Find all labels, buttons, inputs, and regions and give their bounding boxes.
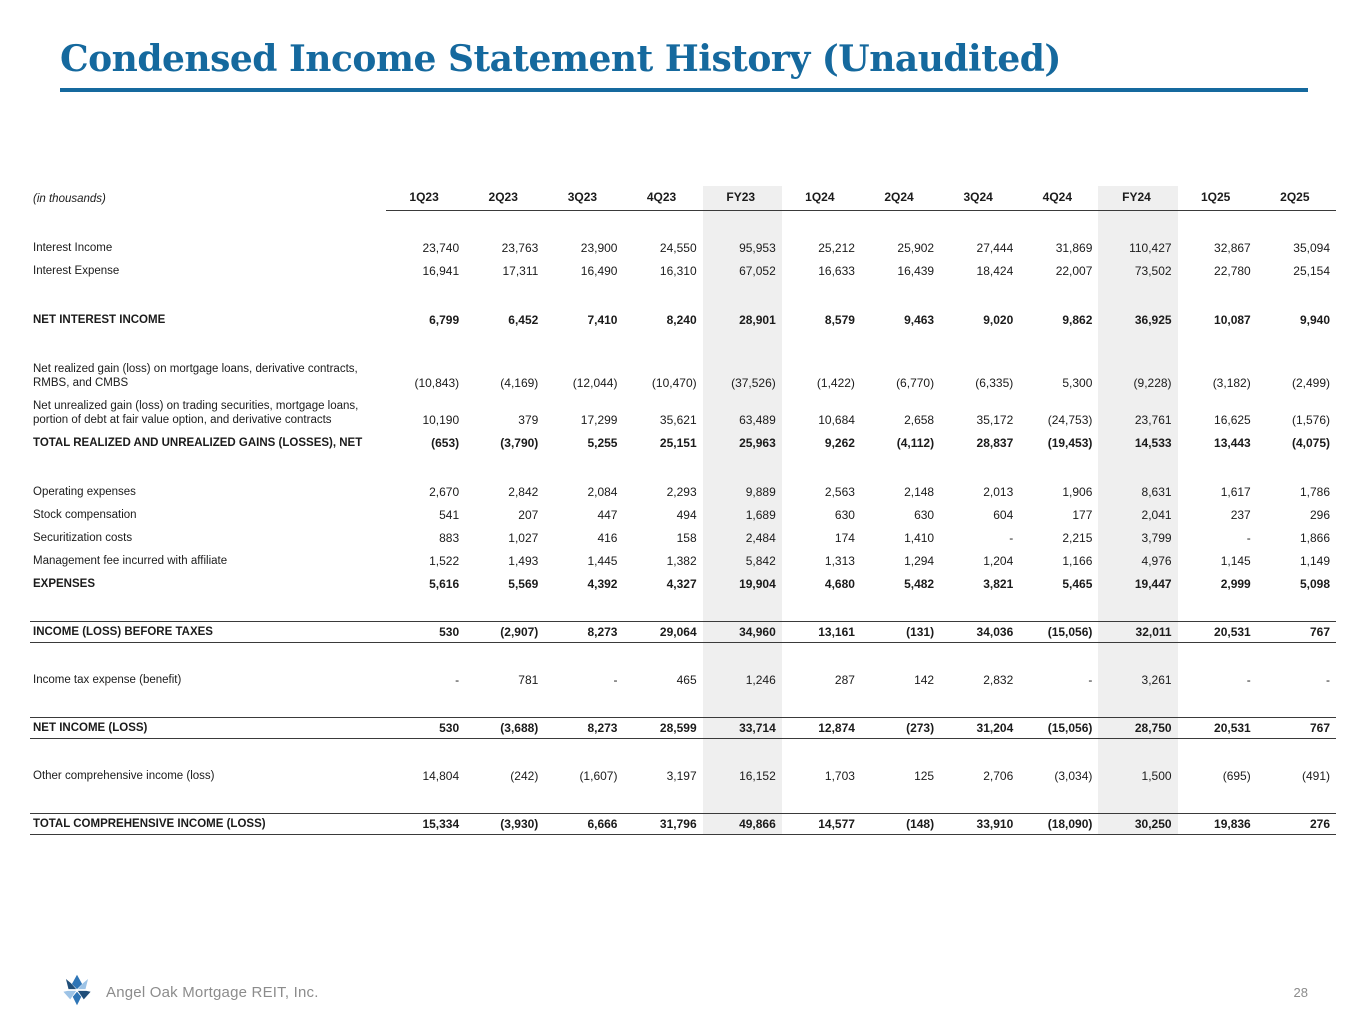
- table-row: [30, 765, 1336, 788]
- value-cell: 14,533: [1098, 432, 1177, 455]
- table-body: [30, 211, 1336, 835]
- value-cell: 2,484: [703, 527, 782, 550]
- value-cell: 4,327: [666, 576, 697, 591]
- value-cell: 8,273: [544, 622, 623, 643]
- value-cell: 25,963: [703, 432, 782, 455]
- value-cell: 28,837: [976, 435, 1014, 450]
- value-cell: 8,631: [1098, 481, 1177, 504]
- value-cell: 3,197: [666, 768, 697, 783]
- value-cell: 2,658: [904, 412, 935, 427]
- value-cell: 110,427: [1098, 237, 1177, 260]
- value-cell: 2,293: [666, 484, 697, 499]
- value-cell: 10,087: [1214, 312, 1251, 327]
- spacer-row: [30, 455, 1336, 481]
- value-cell: 1,703: [824, 768, 855, 783]
- table-row: [30, 481, 1336, 504]
- value-cell: 32,011: [1098, 622, 1177, 643]
- spacer-row: [30, 332, 1336, 358]
- row-label: Other comprehensive income (loss): [33, 769, 215, 782]
- value-cell: 24,550: [659, 240, 697, 255]
- value-cell: 18,424: [976, 263, 1014, 278]
- value-cell: 1,246: [703, 669, 782, 692]
- value-cell: 767: [1257, 622, 1336, 643]
- value-cell: 9,862: [1062, 312, 1093, 327]
- table-row: [30, 550, 1336, 573]
- value-cell: 35,172: [976, 412, 1014, 427]
- value-cell: (2,907): [465, 622, 544, 643]
- value-cell: 2,999: [1220, 576, 1251, 591]
- value-cell: 63,489: [703, 395, 782, 432]
- value-cell: 16,941: [422, 263, 460, 278]
- column-header-2q24: 2Q24: [861, 186, 940, 211]
- column-header-fy24: FY24: [1098, 186, 1177, 211]
- value-cell: 177: [1072, 507, 1093, 522]
- value-cell: 22,007: [1055, 263, 1093, 278]
- value-cell: 6,452: [508, 312, 539, 327]
- header-row: [30, 186, 1336, 211]
- value-cell: 25,212: [818, 240, 855, 255]
- value-cell: 33,910: [940, 814, 1019, 835]
- value-cell: 4,976: [1098, 550, 1177, 573]
- value-cell: -: [1326, 672, 1330, 687]
- value-cell: 49,866: [703, 814, 782, 835]
- value-cell: 5,300: [1062, 375, 1093, 390]
- row-label: Management fee incurred with affiliate: [33, 554, 228, 567]
- value-cell: 19,447: [1098, 573, 1177, 596]
- value-cell: (1,607): [579, 768, 618, 783]
- value-cell: 34,960: [703, 622, 782, 643]
- value-cell: 2,670: [429, 484, 460, 499]
- column-header-3q23: 3Q23: [544, 186, 623, 211]
- value-cell: (242): [510, 768, 539, 783]
- value-cell: 287: [834, 672, 855, 687]
- value-cell: 767: [1257, 718, 1336, 739]
- value-cell: 28,599: [623, 718, 702, 739]
- spacer-row: [30, 283, 1336, 309]
- value-cell: 4,680: [824, 576, 855, 591]
- value-cell: 67,052: [703, 260, 782, 283]
- value-cell: 34,036: [940, 622, 1019, 643]
- value-cell: 125: [914, 768, 935, 783]
- value-cell: 25,154: [1293, 263, 1330, 278]
- value-cell: 9,020: [983, 312, 1014, 327]
- value-cell: 2,832: [983, 672, 1014, 687]
- value-cell: 1,689: [703, 504, 782, 527]
- value-cell: 28,750: [1098, 718, 1177, 739]
- table-row: [30, 527, 1336, 550]
- value-cell: 19,836: [1178, 814, 1257, 835]
- table-row: [30, 309, 1336, 332]
- value-cell: 1,145: [1220, 553, 1251, 568]
- row-label: TOTAL REALIZED AND UNREALIZED GAINS (LOSSES), NET: [33, 436, 363, 449]
- value-cell: 630: [834, 507, 855, 522]
- spacer-row: [30, 643, 1336, 669]
- value-cell: 73,502: [1098, 260, 1177, 283]
- value-cell: 1,617: [1220, 484, 1251, 499]
- value-cell: 1,166: [1062, 553, 1093, 568]
- table-row: [30, 718, 1336, 739]
- value-cell: 23,900: [580, 240, 618, 255]
- value-cell: (3,688): [465, 718, 544, 739]
- value-cell: 1,786: [1299, 484, 1330, 499]
- value-cell: 174: [834, 530, 855, 545]
- value-cell: (10,470): [651, 375, 697, 390]
- value-cell: (6,770): [896, 375, 935, 390]
- value-cell: 3,821: [983, 576, 1014, 591]
- column-header-3q24: 3Q24: [940, 186, 1019, 211]
- value-cell: (1,422): [816, 375, 855, 390]
- value-cell: 530: [386, 718, 465, 739]
- value-cell: 19,904: [703, 573, 782, 596]
- table-row: [30, 814, 1336, 835]
- value-cell: 5,465: [1062, 576, 1093, 591]
- value-cell: 9,463: [904, 312, 935, 327]
- value-cell: 541: [439, 507, 460, 522]
- value-cell: 8,579: [824, 312, 855, 327]
- value-cell: 416: [597, 530, 618, 545]
- value-cell: 22,780: [1214, 263, 1251, 278]
- value-cell: (12,044): [572, 375, 618, 390]
- row-label: NET INCOME (LOSS): [30, 718, 386, 739]
- value-cell: 29,064: [623, 622, 702, 643]
- value-cell: (4,169): [500, 375, 539, 390]
- value-cell: 30,250: [1098, 814, 1177, 835]
- row-label: Interest Expense: [33, 264, 120, 277]
- value-cell: (3,182): [1212, 375, 1251, 390]
- value-cell: 530: [386, 622, 465, 643]
- value-cell: (6,335): [975, 375, 1014, 390]
- value-cell: 3,799: [1098, 527, 1177, 550]
- table-row: [30, 669, 1336, 692]
- value-cell: 1,866: [1299, 530, 1330, 545]
- column-header-4q24: 4Q24: [1019, 186, 1098, 211]
- value-cell: 158: [676, 530, 697, 545]
- spacer-row: [30, 739, 1336, 765]
- row-label: TOTAL COMPREHENSIVE INCOME (LOSS): [30, 814, 386, 835]
- value-cell: 5,255: [587, 435, 618, 450]
- value-cell: 6,666: [544, 814, 623, 835]
- value-cell: 1,294: [904, 553, 935, 568]
- value-cell: 5,098: [1299, 576, 1330, 591]
- value-cell: (3,034): [1054, 768, 1093, 783]
- value-cell: (148): [861, 814, 940, 835]
- value-cell: 5,616: [429, 576, 460, 591]
- value-cell: 9,940: [1299, 312, 1330, 327]
- value-cell: 17,299: [580, 412, 618, 427]
- value-cell: (37,526): [703, 358, 782, 395]
- value-cell: 16,490: [580, 263, 618, 278]
- spacer-row: [30, 596, 1336, 622]
- value-cell: (3,930): [465, 814, 544, 835]
- value-cell: 13,161: [782, 622, 861, 643]
- row-label: Income tax expense (benefit): [33, 673, 182, 686]
- value-cell: 17,311: [502, 263, 539, 278]
- table-row: [30, 504, 1336, 527]
- value-cell: 25,151: [659, 435, 697, 450]
- value-cell: 379: [518, 412, 539, 427]
- column-header-4q23: 4Q23: [623, 186, 702, 211]
- row-label: Securitization costs: [33, 531, 133, 544]
- table-row: [30, 573, 1336, 596]
- value-cell: -: [613, 672, 618, 687]
- value-cell: 35,094: [1293, 240, 1330, 255]
- value-cell: 1,149: [1299, 553, 1330, 568]
- value-cell: 276: [1257, 814, 1336, 835]
- table-row: [30, 432, 1336, 455]
- value-cell: -: [1088, 672, 1093, 687]
- units-label: (in thousands): [33, 192, 106, 205]
- column-header-1q24: 1Q24: [782, 186, 861, 211]
- column-header-2q23: 2Q23: [465, 186, 544, 211]
- value-cell: 31,204: [940, 718, 1019, 739]
- value-cell: 20,531: [1178, 718, 1257, 739]
- value-cell: (9,228): [1098, 358, 1177, 395]
- value-cell: 33,714: [703, 718, 782, 739]
- value-cell: 8,240: [666, 312, 697, 327]
- value-cell: 27,444: [976, 240, 1014, 255]
- row-label: Interest Income: [33, 241, 113, 254]
- table-row: [30, 358, 1336, 395]
- value-cell: 1,445: [587, 553, 618, 568]
- value-cell: 1,906: [1062, 484, 1093, 499]
- table-row: [30, 260, 1336, 283]
- income-statement-table: [30, 186, 1336, 835]
- value-cell: 142: [914, 672, 935, 687]
- table-row: [30, 237, 1336, 260]
- value-cell: (10,843): [414, 375, 460, 390]
- value-cell: (653): [431, 435, 460, 450]
- value-cell: 4,392: [587, 576, 618, 591]
- value-cell: 1,382: [666, 553, 697, 568]
- value-cell: 5,842: [703, 550, 782, 573]
- value-cell: (15,056): [1019, 622, 1098, 643]
- value-cell: 1,027: [508, 530, 539, 545]
- value-cell: 1,522: [429, 553, 460, 568]
- value-cell: 2,148: [904, 484, 935, 499]
- row-label: INCOME (LOSS) BEFORE TAXES: [30, 622, 386, 643]
- row-label: Operating expenses: [33, 485, 136, 498]
- row-label: EXPENSES: [33, 577, 95, 590]
- value-cell: 16,152: [703, 765, 782, 788]
- table-row: [30, 395, 1336, 432]
- value-cell: 1,204: [983, 553, 1014, 568]
- value-cell: (24,753): [1047, 412, 1093, 427]
- value-cell: 447: [597, 507, 618, 522]
- value-cell: 2,215: [1062, 530, 1093, 545]
- value-cell: 494: [676, 507, 697, 522]
- value-cell: 207: [518, 507, 539, 522]
- value-cell: 10,684: [818, 412, 855, 427]
- column-header-1q23: 1Q23: [386, 186, 465, 211]
- value-cell: 237: [1230, 507, 1251, 522]
- value-cell: (19,453): [1047, 435, 1093, 450]
- value-cell: 2,084: [587, 484, 618, 499]
- value-cell: 13,443: [1214, 435, 1251, 450]
- value-cell: 604: [993, 507, 1014, 522]
- value-cell: 28,901: [703, 309, 782, 332]
- row-label: NET INTEREST INCOME: [33, 313, 166, 326]
- value-cell: 5,482: [904, 576, 935, 591]
- spacer-row: [30, 692, 1336, 718]
- value-cell: 2,706: [983, 768, 1014, 783]
- value-cell: 16,310: [659, 263, 697, 278]
- page-title: Condensed Income Statement History (Unaudited): [60, 38, 1061, 80]
- value-cell: 20,531: [1178, 622, 1257, 643]
- value-cell: 5,569: [508, 576, 539, 591]
- value-cell: 2,013: [983, 484, 1014, 499]
- value-cell: 23,761: [1098, 395, 1177, 432]
- value-cell: 15,334: [386, 814, 465, 835]
- value-cell: 6,799: [429, 312, 460, 327]
- column-header-fy23: FY23: [703, 186, 782, 211]
- value-cell: 2,563: [824, 484, 855, 499]
- value-cell: 630: [914, 507, 935, 522]
- value-cell: 95,953: [703, 237, 782, 260]
- value-cell: -: [1009, 530, 1014, 545]
- value-cell: 465: [676, 672, 697, 687]
- value-cell: 23,740: [422, 240, 460, 255]
- value-cell: (695): [1222, 768, 1251, 783]
- value-cell: 16,625: [1214, 412, 1251, 427]
- angel-oak-logo-icon: [60, 973, 94, 1012]
- value-cell: 12,874: [782, 718, 861, 739]
- value-cell: 1,313: [824, 553, 855, 568]
- column-header-2q25: 2Q25: [1257, 186, 1336, 211]
- value-cell: 10,190: [422, 412, 460, 427]
- value-cell: 781: [518, 672, 539, 687]
- row-label: Net unrealized gain (loss) on trading securities, mortgage loans, portion of debt at fair value option, and derivative contracts: [33, 399, 359, 426]
- footer: [60, 972, 1308, 1012]
- value-cell: 7,410: [587, 312, 618, 327]
- value-cell: 2,041: [1098, 504, 1177, 527]
- value-cell: 31,869: [1055, 240, 1093, 255]
- value-cell: -: [455, 672, 460, 687]
- value-cell: 36,925: [1098, 309, 1177, 332]
- table-row: [30, 622, 1336, 643]
- row-label: Stock compensation: [33, 508, 137, 521]
- column-header-1q25: 1Q25: [1178, 186, 1257, 211]
- value-cell: -: [1246, 672, 1251, 687]
- value-cell: 9,262: [824, 435, 855, 450]
- value-cell: (131): [861, 622, 940, 643]
- value-cell: 1,500: [1098, 765, 1177, 788]
- value-cell: 296: [1309, 507, 1330, 522]
- value-cell: (15,056): [1019, 718, 1098, 739]
- value-cell: (1,576): [1291, 412, 1330, 427]
- value-cell: 16,633: [818, 263, 855, 278]
- value-cell: 2,842: [508, 484, 539, 499]
- value-cell: 8,273: [544, 718, 623, 739]
- value-cell: 3,261: [1098, 669, 1177, 692]
- value-cell: (18,090): [1019, 814, 1098, 835]
- value-cell: 31,796: [623, 814, 702, 835]
- value-cell: 14,804: [422, 768, 460, 783]
- value-cell: 23,763: [501, 240, 539, 255]
- value-cell: 883: [439, 530, 460, 545]
- company-name: Angel Oak Mortgage REIT, Inc.: [106, 983, 319, 1001]
- table-header: [30, 186, 1336, 211]
- value-cell: 9,889: [703, 481, 782, 504]
- brand: [60, 973, 319, 1012]
- page-number: 28: [1293, 984, 1308, 1000]
- value-cell: (3,790): [500, 435, 539, 450]
- value-cell: 16,439: [897, 263, 935, 278]
- row-label: Net realized gain (loss) on mortgage loans, derivative contracts, RMBS, and CMBS: [33, 362, 358, 389]
- value-cell: -: [1246, 530, 1251, 545]
- value-cell: (4,075): [1291, 435, 1330, 450]
- title-underline: [60, 88, 1308, 92]
- value-cell: 25,902: [897, 240, 935, 255]
- value-cell: 32,867: [1214, 240, 1251, 255]
- value-cell: 1,493: [508, 553, 539, 568]
- value-cell: (2,499): [1291, 375, 1330, 390]
- value-cell: (273): [861, 718, 940, 739]
- value-cell: (4,112): [896, 435, 935, 450]
- spacer-row: [30, 211, 1336, 237]
- spacer-row: [30, 788, 1336, 814]
- value-cell: 14,577: [782, 814, 861, 835]
- value-cell: 1,410: [904, 530, 935, 545]
- value-cell: (491): [1301, 768, 1330, 783]
- value-cell: 35,621: [659, 412, 697, 427]
